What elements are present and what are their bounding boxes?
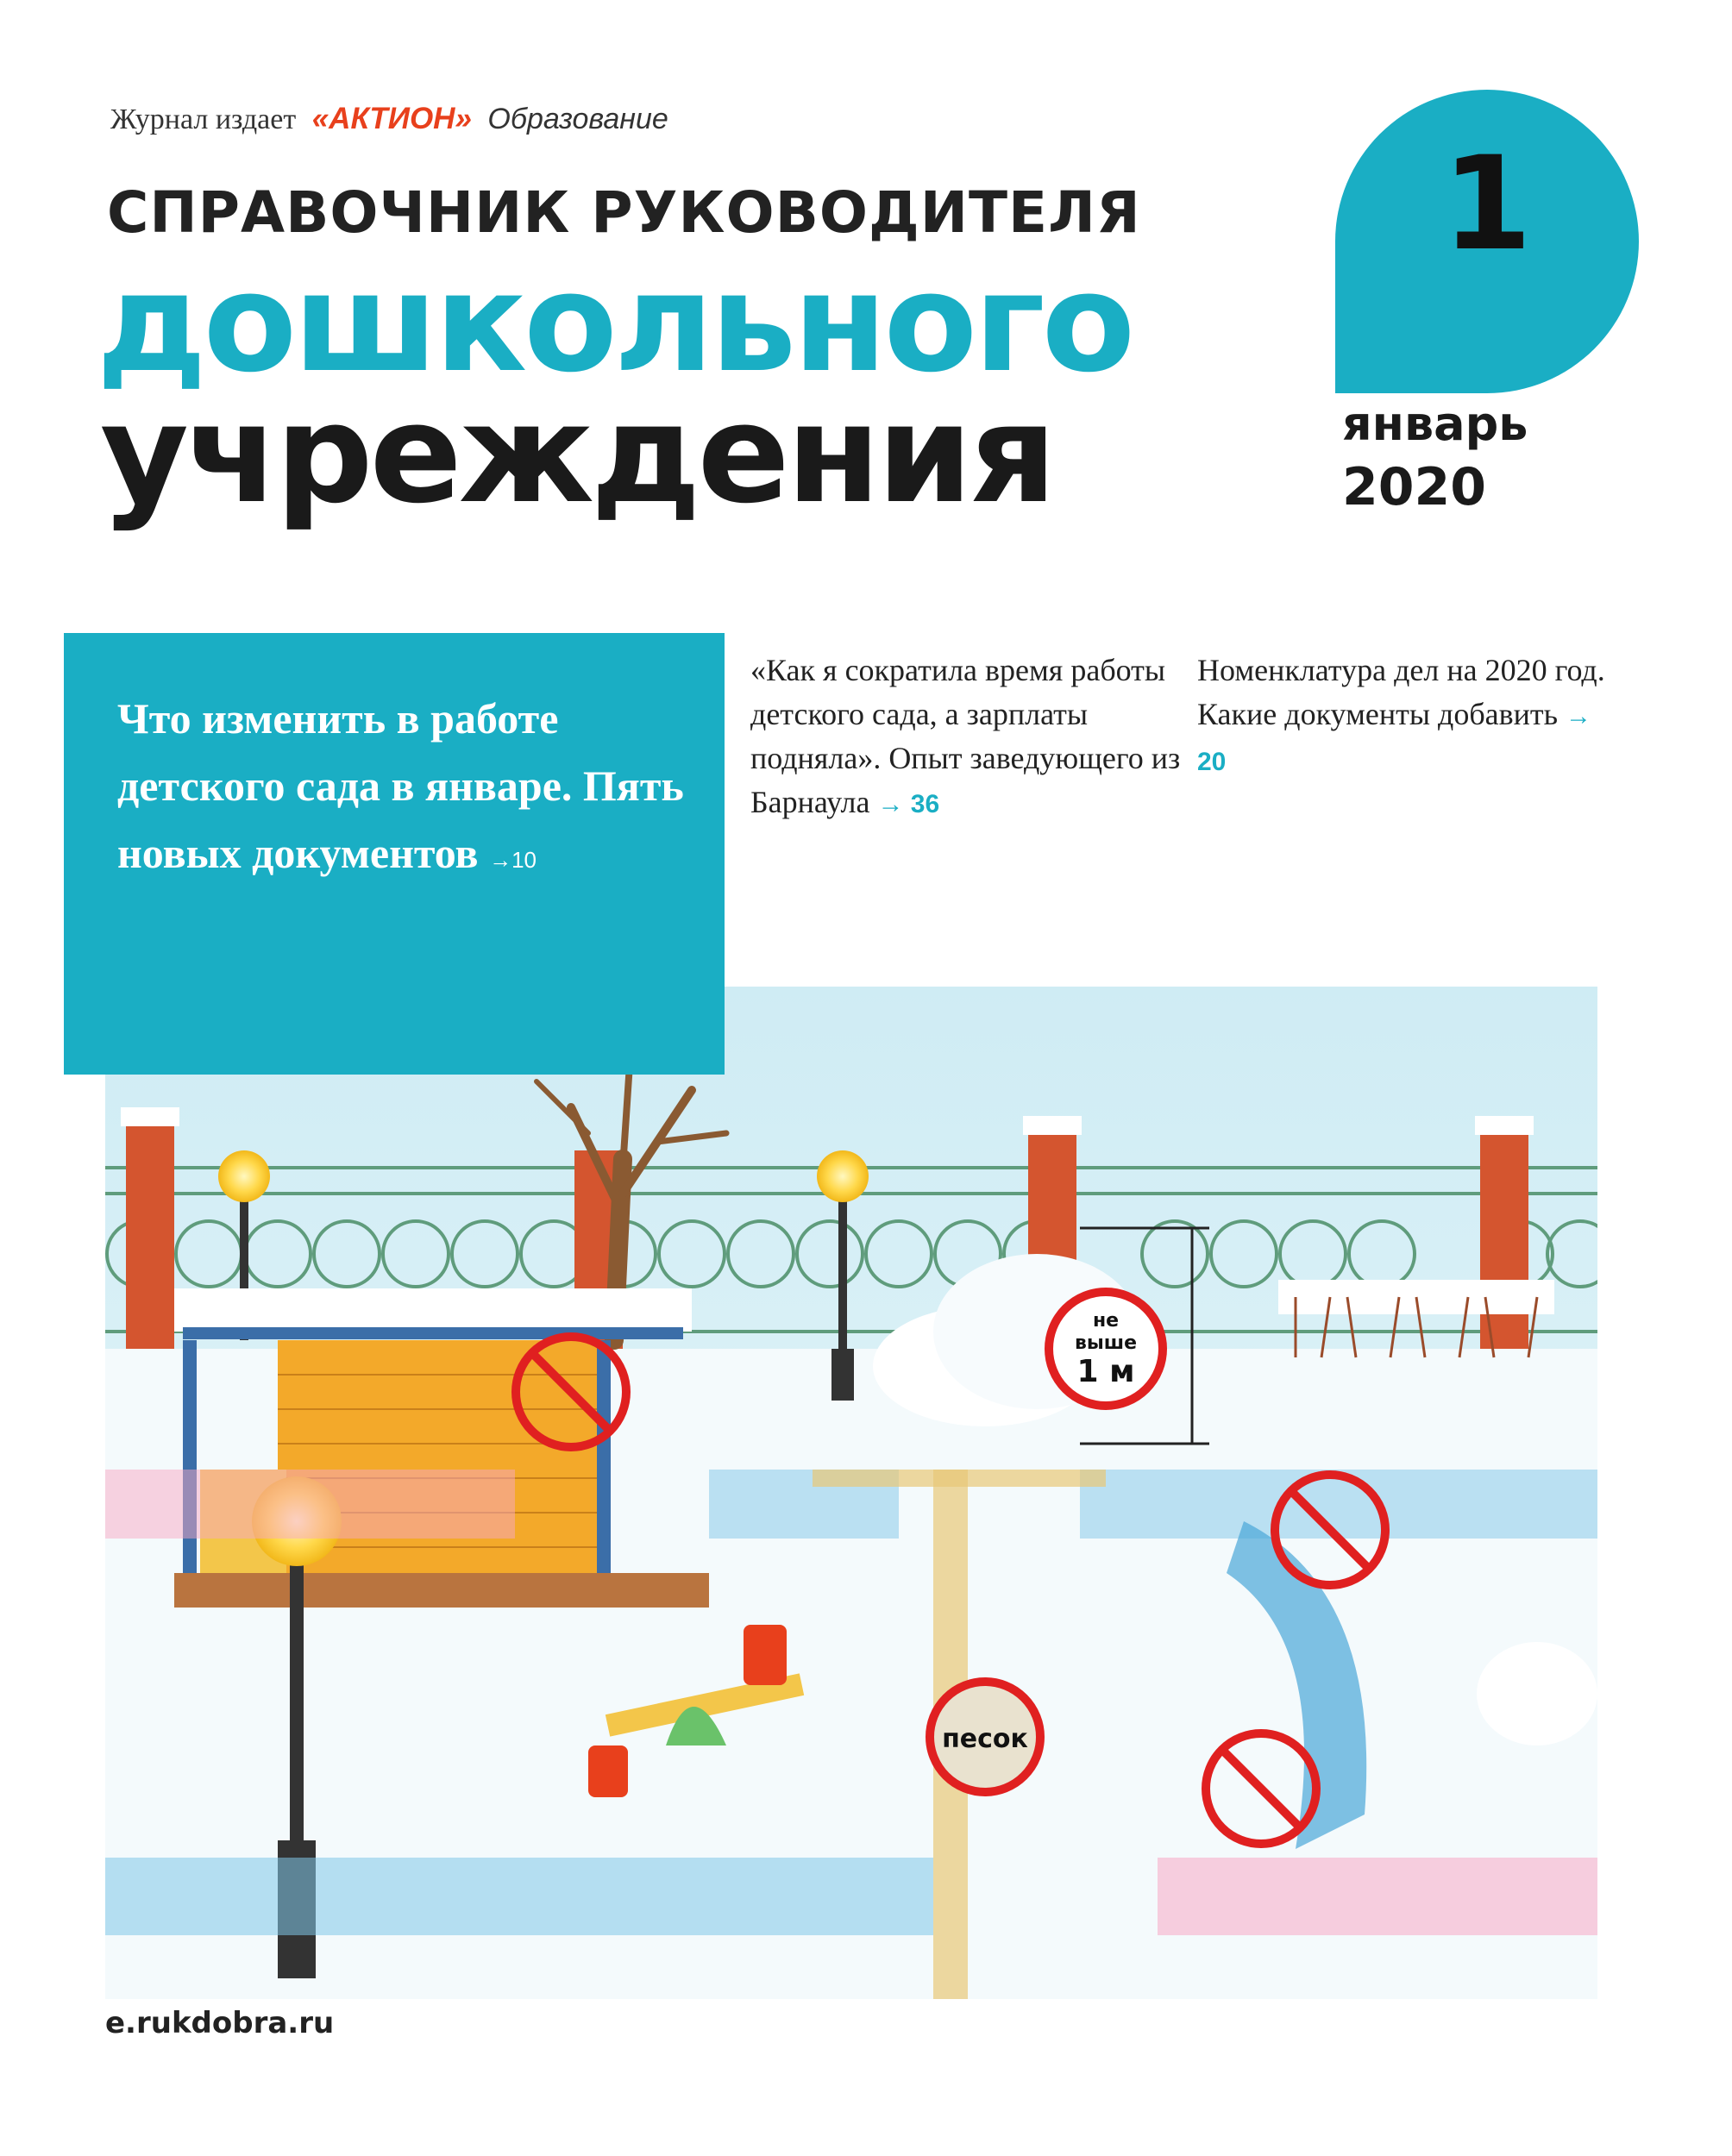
website-url[interactable]: e.rukdobra.ru xyxy=(105,2006,335,2040)
issue-year: 2020 xyxy=(1342,457,1486,517)
article-text: Номенклатура дел на 2020 год. Какие документы добавить xyxy=(1197,653,1605,731)
magazine-title-line2: дошкольного xyxy=(97,244,1133,403)
publisher-line xyxy=(110,102,668,136)
article-text: «Как я сократила время работы детского сада, а зарплаты подняла». Опыт заведующего из Барнаула xyxy=(750,653,1181,819)
height-sign-line2: выше xyxy=(1074,1332,1138,1354)
main-teaser-headline: Что изменить в работе детского сада в январе. Пять новых документов xyxy=(117,694,684,877)
picket-fence-front xyxy=(105,1858,1597,1935)
issue-number: 1 xyxy=(1441,129,1533,279)
main-teaser-box[interactable] xyxy=(64,633,725,1075)
sand-sign-label: песок xyxy=(942,1724,1028,1754)
main-teaser-text xyxy=(117,685,712,893)
article-teaser-barnaul[interactable] xyxy=(750,649,1182,826)
publisher-prefix: Журнал издает xyxy=(110,103,297,135)
sand-sign xyxy=(930,1682,1040,1792)
issue-month: январь xyxy=(1342,397,1528,451)
publisher-suffix: Образование xyxy=(487,103,668,135)
magazine-title-line1: СПРАВОЧНИК РУКОВОДИТЕЛЯ xyxy=(107,179,1141,246)
article-page-ref: → 20 xyxy=(1197,702,1592,776)
magazine-title-line3: учреждения xyxy=(100,375,1054,534)
publisher-brand-logo: «АКТИОН» xyxy=(311,102,472,135)
height-sign-line3: 1 м xyxy=(1076,1354,1135,1389)
winter-kindergarten-illustration xyxy=(105,987,1597,1999)
article-teaser-nomenclature[interactable] xyxy=(1197,649,1611,784)
height-sign-line1: не xyxy=(1092,1310,1120,1332)
article-page-ref: → 36 xyxy=(877,790,940,818)
main-teaser-page-ref: →10 xyxy=(489,847,537,873)
